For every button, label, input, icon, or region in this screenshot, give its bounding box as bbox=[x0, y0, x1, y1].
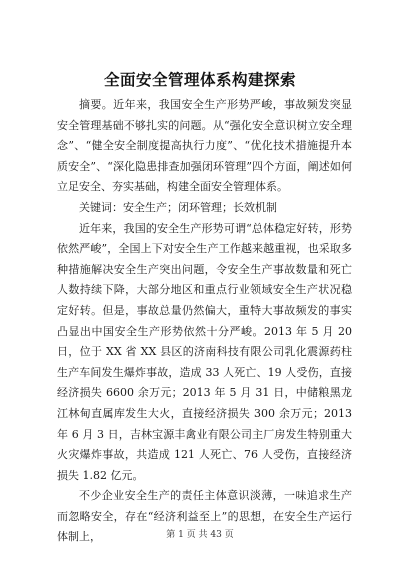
abstract-paragraph: 摘要。近年来，我国安全生产形势严峻，事故频发突显安全管理基础不够扎实的问题。从“强化安全意识树立安全理念”、“健全安全制度提高执行力度”、“优化技术措施提升本质安全”、“深化隐患排查加强闭环管理”四个方面，阐述如何立足安全、夯实基础，构建全面安全管理体系。 bbox=[57, 98, 352, 194]
page-number: 第 1 页 共 43 页 bbox=[166, 530, 234, 540]
document-title: 全面安全管理体系构建探索 bbox=[103, 71, 296, 89]
keywords-paragraph: 关键词：安全生产；闭环管理；长效机制 bbox=[79, 200, 277, 214]
body-paragraph: 近年来，我国的安全生产形势可谓“总体稳定好转，形势依然严峻”，全国上下对安全生产工作越来越重视，也采取多种措施解决安全生产突出问题，令安全生产事故数量和死亡人数持续下降，大部分地区和重点行业领域安全生产状况稳定好转。但是，事故总量仍然偏大，重特大事故频发的事实凸显出中国安全生产形势依然十分严峻。2013 年 5 月 20 日，位于 XX 省 XX 县区的济南科技有限公司乳化震源药柱生产车间发生爆炸事故，造成 33 人死亡、19 人受伤，直接经济损失 6600 余万元；2013 年 5 月 31 日，中储粮黑龙江林甸直属库发生大火，直接经济损失 300 余万元；2013 年 6 月 3 日，吉林宝源丰禽业有限公司主厂房发生特别重大火灾爆炸事故，共造成 121 人死亡、76 人受伤，直接经济损失 1.82 亿元。 bbox=[57, 221, 352, 482]
document-body bbox=[57, 95, 352, 548]
body-paragraph: 不少企业安全生产的责任主体意识淡薄，一味追求生产而忽略安全，存在“经济利益至上”的思想，在安全生产运行体制上， bbox=[57, 489, 352, 544]
